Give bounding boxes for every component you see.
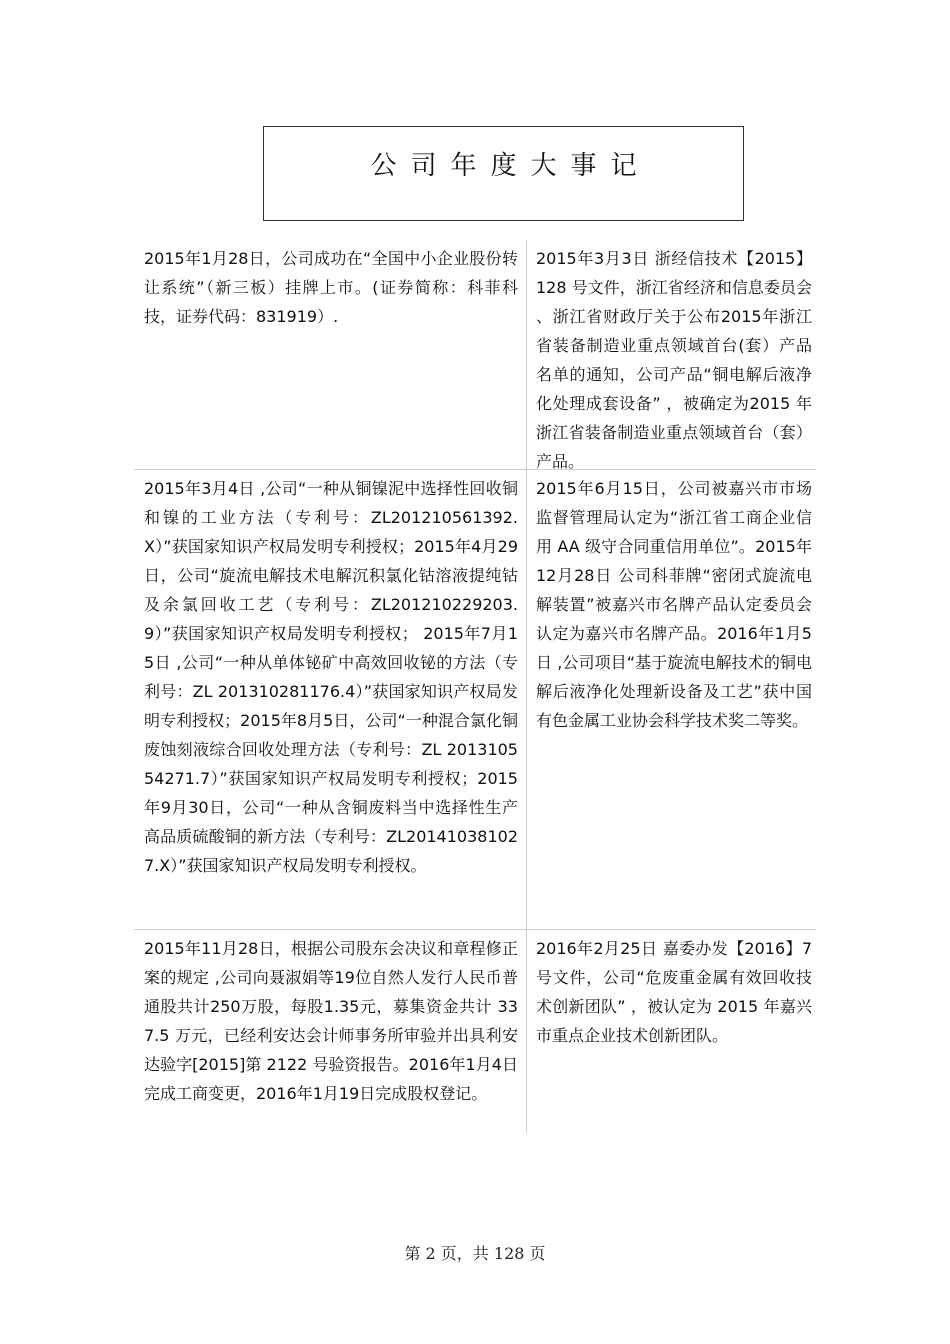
event-cell-right: 2015年3月3日 浙经信技术【2015】128 号文件，浙江省经济和信息委员会 、浙江省财政厅关于公布2015年浙江省装备制造业重点领域首台(套）产品名单的通知，公司产品“铜电解后液净化处理成套设备” ，被确定为2015 年浙江省装备制造业重点领域首台（套）产品。 xyxy=(536,249,812,471)
table-row xyxy=(134,929,816,1133)
event-cell-right: 2015年6月15日，公司被嘉兴市市场监督管理局认定为“浙江省工商企业信用 AA 级守合同重信用单位”。2015年12月28日 公司科菲牌“密闭式旋流电解装置”被嘉兴市名牌产品认定委员会认定为嘉兴市名牌产品。2016年1月5日 ,公司项目“基于旋流电解技术的铜电解后液净化处理新设备及工艺”获中国有色金属工业协会科学技术奖二等奖。 xyxy=(536,479,812,730)
event-cell-right: 2016年2月25日 嘉委办发【2016】7 号文件，公司“危废重金属有效回收技术创新团队” ，被认定为 2015 年嘉兴市重点企业技术创新团队。 xyxy=(536,939,812,1045)
events-table xyxy=(134,240,816,1133)
page-title: 公司年度大事记 xyxy=(370,151,651,181)
table-row xyxy=(134,240,816,469)
event-cell-left: 2015年11月28日，根据公司股东会决议和章程修正案的规定 ,公司向聂淑娟等19位自然人发行人民币普通股共计250万股，每股1.35元，募集资金共计 337.5 万元，已经利安达会计师事务所审验并出具利安达验字[2015]第 2122 号验资报告。2016年1月4日完成工商变更，2016年1月19日完成股权登记。 xyxy=(134,930,527,1133)
page-footer: 第 2 页，共 128 页 xyxy=(404,1244,546,1263)
event-cell-left: 2015年1月28日，公司成功在“全国中小企业股份转让系统”（新三板）挂牌上市。(证券简称：科菲科技，证券代码：831919）. xyxy=(134,240,527,469)
table-row xyxy=(134,469,816,929)
event-cell-left: 2015年3月4日 ,公司“一种从铜镍泥中选择性回收铜和镍的工业方法（专利号：ZL201210561392.X）”获国家知识产权局发明专利授权；2015年4月29日，公司“旋流电解技术电解沉积氯化钴溶液提纯钴及余氯回收工艺（专利号：ZL201210229203.9）”获国家知识产权局发明专利授权； 2015年7月15日 ,公司“一种从单体铋矿中高效回收铋的方法（专利号：ZL 201310281176.4）”获国家知识产权局发明专利授权；2015年8月5日，公司“一种混合氯化铜废蚀刻液综合回收处理方法（专利号：ZL 201310554271.7）”获国家知识产权局发明专利授权；2015年9月30日，公司“一种从含铜废料当中选择性生产高品质硫酸铜的新方法（专利号：ZL201410381027.X）”获国家知识产权局发明专利授权。 xyxy=(134,470,527,929)
title-box xyxy=(263,126,744,221)
